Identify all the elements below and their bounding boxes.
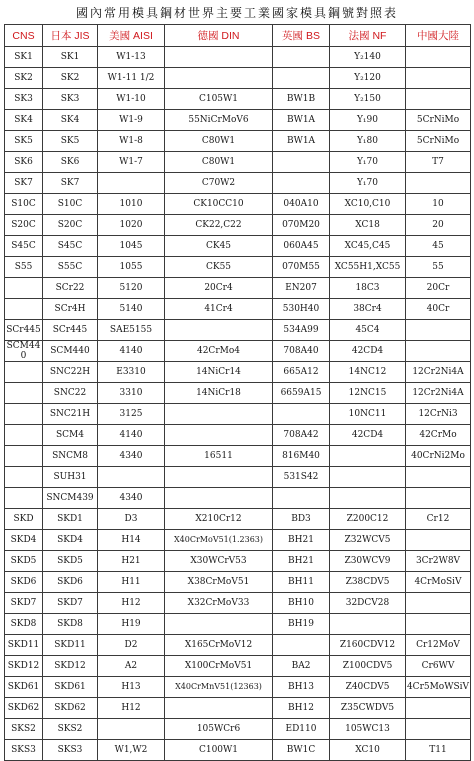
cell-nf: Z30WCV9 [330,551,406,572]
cell-aisi: W1-9 [98,110,165,131]
cell-jis: SCr4H [43,299,98,320]
cell-nf: XC18 [330,215,406,236]
table-row [5,614,471,635]
column-header-bs: 英國 BS [273,25,330,47]
cell-china: 45 [406,236,471,257]
cell-nf: Y₂140 [330,47,406,68]
table-row [5,173,471,194]
cell-jis: SK3 [43,89,98,110]
cell-aisi: H12 [98,593,165,614]
cell-china [406,341,471,362]
cell-din: 55NiCrMoV6 [165,110,273,131]
cell-aisi: E3310 [98,362,165,383]
cell-nf: Z32WCV5 [330,530,406,551]
cell-cns [5,446,43,467]
cell-china: Cr12MoV [406,635,471,656]
table-row [5,467,471,488]
cell-din: C80W1 [165,152,273,173]
cell-din: X210Cr12 [165,509,273,530]
table-row [5,509,471,530]
cell-bs: BH13 [273,677,330,698]
cell-nf: XC45,C45 [330,236,406,257]
table-row [5,404,471,425]
steel-grade-comparison-table [4,24,471,761]
cell-nf: Z200C12 [330,509,406,530]
cell-aisi: 3125 [98,404,165,425]
cell-jis: SNC22 [43,383,98,404]
cell-cns [5,488,43,509]
cell-aisi: W1-11 1/2 [98,68,165,89]
column-header-cns: CNS [5,25,43,47]
cell-cns [5,404,43,425]
cell-china: 5CrNiMo [406,131,471,152]
cell-china: Cr12 [406,509,471,530]
cell-jis: S55C [43,257,98,278]
table-row [5,341,471,362]
cell-jis: SKD62 [43,698,98,719]
cell-china [406,320,471,341]
table-row [5,194,471,215]
cell-jis: SKS2 [43,719,98,740]
cell-nf: Z38CDV5 [330,572,406,593]
cell-bs: EN207 [273,278,330,299]
table-row [5,446,471,467]
cell-din: CK10CC10 [165,194,273,215]
cell-din [165,467,273,488]
cell-nf: 38Cr4 [330,299,406,320]
cell-jis: SKD6 [43,572,98,593]
cell-aisi: H13 [98,677,165,698]
cell-din [165,68,273,89]
cell-din: 42CrMo4 [165,341,273,362]
cell-din [165,425,273,446]
cell-china: Cr6WV [406,656,471,677]
cell-aisi: D3 [98,509,165,530]
cell-nf: XC55H1,XC55 [330,257,406,278]
cell-jis: SNC22H [43,362,98,383]
cell-nf: Y₁70 [330,152,406,173]
cell-nf: 18C3 [330,278,406,299]
cell-din [165,614,273,635]
cell-nf: Y₁80 [330,131,406,152]
cell-bs [273,404,330,425]
cell-cns [5,299,43,320]
cell-aisi: H19 [98,614,165,635]
cell-cns [5,425,43,446]
column-header-china: 中國大陸 [406,25,471,47]
table-row [5,635,471,656]
cell-china: 10 [406,194,471,215]
cell-jis: SK7 [43,173,98,194]
cell-bs [273,173,330,194]
cell-din: X30WCrV53 [165,551,273,572]
cell-nf: Z40CDV5 [330,677,406,698]
cell-din: 14NiCr14 [165,362,273,383]
cell-bs [273,635,330,656]
cell-china [406,614,471,635]
cell-cns: S10C [5,194,43,215]
cell-aisi: 1045 [98,236,165,257]
cell-jis: SK4 [43,110,98,131]
table-row [5,236,471,257]
cell-bs: BD3 [273,509,330,530]
cell-din [165,404,273,425]
cell-china: 42CrMo [406,425,471,446]
column-header-aisi: 美國 AISI [98,25,165,47]
cell-jis: SK1 [43,47,98,68]
cell-nf: 105WC13 [330,719,406,740]
cell-cns [5,383,43,404]
table-row [5,740,471,761]
cell-cns [5,278,43,299]
cell-cns: SCr445 [5,320,43,341]
cell-bs: ED110 [273,719,330,740]
cell-aisi: H11 [98,572,165,593]
cell-din [165,488,273,509]
cell-jis: SKD1 [43,509,98,530]
cell-nf [330,488,406,509]
cell-cns: SKD4 [5,530,43,551]
cell-aisi: 5140 [98,299,165,320]
cell-jis: SNC21H [43,404,98,425]
cell-jis: SKD5 [43,551,98,572]
table-row [5,47,471,68]
cell-din: X100CrMoV51 [165,656,273,677]
table-row [5,488,471,509]
cell-bs: BH10 [273,593,330,614]
cell-china [406,89,471,110]
cell-china: 40Cr [406,299,471,320]
cell-aisi [98,467,165,488]
cell-din: C80W1 [165,131,273,152]
cell-aisi: 1010 [98,194,165,215]
cell-nf [330,614,406,635]
cell-aisi: W1-10 [98,89,165,110]
cell-china: 4CrMoSiV [406,572,471,593]
cell-cns: S45C [5,236,43,257]
cell-china: 40CrNi2Mo [406,446,471,467]
cell-cns: SKD5 [5,551,43,572]
cell-din [165,698,273,719]
cell-bs: BW1B [273,89,330,110]
cell-nf: Y₂150 [330,89,406,110]
cell-cns [5,362,43,383]
table-row [5,362,471,383]
cell-aisi: H21 [98,551,165,572]
cell-aisi: 4140 [98,341,165,362]
cell-china [406,467,471,488]
cell-bs: BW1A [273,131,330,152]
cell-bs: 708A40 [273,341,330,362]
cell-bs: 070M55 [273,257,330,278]
cell-bs: 534A99 [273,320,330,341]
cell-nf: Z100CDV5 [330,656,406,677]
cell-aisi: W1-13 [98,47,165,68]
cell-china: 4Cr5MoWSiV [406,677,471,698]
cell-china: T7 [406,152,471,173]
cell-nf [330,446,406,467]
cell-din: 20Cr4 [165,278,273,299]
cell-cns: SKS2 [5,719,43,740]
cell-china [406,593,471,614]
cell-china [406,530,471,551]
cell-china [406,47,471,68]
cell-china: 20Cr [406,278,471,299]
cell-jis: SKD8 [43,614,98,635]
cell-bs: 070M20 [273,215,330,236]
column-header-jis: 日本 JIS [43,25,98,47]
cell-nf: 12NC15 [330,383,406,404]
cell-jis: SK6 [43,152,98,173]
cell-bs: BA2 [273,656,330,677]
cell-aisi: A2 [98,656,165,677]
cell-cns: SKD11 [5,635,43,656]
cell-aisi [98,719,165,740]
cell-din: 105WCr6 [165,719,273,740]
cell-cns [5,467,43,488]
table-row [5,719,471,740]
cell-cns: SKD6 [5,572,43,593]
table-row [5,110,471,131]
cell-din: 16511 [165,446,273,467]
cell-bs: 530H40 [273,299,330,320]
cell-china [406,719,471,740]
cell-china [406,68,471,89]
cell-jis: S10C [43,194,98,215]
table-row [5,551,471,572]
cell-cns: SKD61 [5,677,43,698]
cell-nf: XC10 [330,740,406,761]
cell-jis: SNCM439 [43,488,98,509]
column-header-din: 德國 DIN [165,25,273,47]
cell-aisi: W1,W2 [98,740,165,761]
table-row [5,656,471,677]
cell-nf: 42CD4 [330,425,406,446]
cell-din: 14NiCr18 [165,383,273,404]
cell-bs: BH11 [273,572,330,593]
cell-jis: S20C [43,215,98,236]
cell-jis: SK2 [43,68,98,89]
table-row [5,152,471,173]
cell-nf: Y₁90 [330,110,406,131]
cell-aisi: H12 [98,698,165,719]
table-row [5,383,471,404]
cell-jis: SKS3 [43,740,98,761]
cell-cns: SCM440 [5,341,43,362]
cell-bs: BH21 [273,530,330,551]
cell-aisi: 1055 [98,257,165,278]
table-row [5,425,471,446]
cell-cns: SKD12 [5,656,43,677]
cell-cns: SK4 [5,110,43,131]
cell-din: X38CrMoV51 [165,572,273,593]
cell-bs [273,47,330,68]
cell-cns: SK3 [5,89,43,110]
cell-aisi: H14 [98,530,165,551]
cell-aisi: 4340 [98,488,165,509]
cell-china: 12Cr2Ni4A [406,362,471,383]
table-row [5,593,471,614]
cell-aisi: W1-7 [98,152,165,173]
cell-bs: 6659A15 [273,383,330,404]
cell-bs [273,152,330,173]
cell-cns: SK1 [5,47,43,68]
cell-aisi: D2 [98,635,165,656]
cell-din: X165CrMoV12 [165,635,273,656]
cell-din: X32CrMoV33 [165,593,273,614]
cell-nf: 45C4 [330,320,406,341]
table-row [5,68,471,89]
cell-bs: BH21 [273,551,330,572]
cell-jis: SCr445 [43,320,98,341]
cell-bs [273,68,330,89]
cell-bs: 060A45 [273,236,330,257]
cell-china [406,698,471,719]
cell-china: 55 [406,257,471,278]
cell-nf: Z35CWDV5 [330,698,406,719]
cell-din [165,320,273,341]
cell-cns: SKD7 [5,593,43,614]
cell-cns: SK5 [5,131,43,152]
cell-china [406,173,471,194]
table-row [5,320,471,341]
cell-jis: SK5 [43,131,98,152]
cell-bs: 708A42 [273,425,330,446]
cell-din [165,47,273,68]
cell-din: CK22,C22 [165,215,273,236]
cell-nf [330,467,406,488]
cell-bs: 531S42 [273,467,330,488]
cell-nf: 32DCV28 [330,593,406,614]
cell-jis: SNCM8 [43,446,98,467]
cell-china [406,488,471,509]
cell-jis: S45C [43,236,98,257]
cell-jis: SKD7 [43,593,98,614]
cell-cns: SK6 [5,152,43,173]
cell-bs [273,488,330,509]
cell-bs: 665A12 [273,362,330,383]
table-row [5,278,471,299]
table-row [5,257,471,278]
cell-jis: SKD61 [43,677,98,698]
cell-jis: SUH31 [43,467,98,488]
cell-china: 12Cr2Ni4A [406,383,471,404]
cell-aisi: W1-8 [98,131,165,152]
cell-jis: SCM440 [43,341,98,362]
cell-china: 5CrNiMo [406,110,471,131]
cell-cns: S20C [5,215,43,236]
cell-cns: SKD8 [5,614,43,635]
cell-bs: BW1C [273,740,330,761]
cell-din: C100W1 [165,740,273,761]
cell-bs: 816M40 [273,446,330,467]
cell-din: 41Cr4 [165,299,273,320]
cell-din: C70W2 [165,173,273,194]
cell-china: 12CrNi3 [406,404,471,425]
cell-china: T11 [406,740,471,761]
cell-aisi: SAE5155 [98,320,165,341]
cell-din: CK45 [165,236,273,257]
cell-china: 20 [406,215,471,236]
table-row [5,698,471,719]
cell-aisi: 4140 [98,425,165,446]
cell-nf: Z160CDV12 [330,635,406,656]
table-body [5,47,471,761]
table-row [5,677,471,698]
page-title: 國內常用模具鋼材世界主要工業國家模具鋼號對照表 [75,6,398,20]
cell-aisi: 4340 [98,446,165,467]
cell-din: C105W1 [165,89,273,110]
cell-bs: BH19 [273,614,330,635]
cell-din: X40CrMnV51(12363) [165,677,273,698]
table-row [5,215,471,236]
cell-nf: 10NC11 [330,404,406,425]
cell-din: CK55 [165,257,273,278]
cell-bs: BH12 [273,698,330,719]
table-row [5,89,471,110]
cell-china: 3Cr2W8V [406,551,471,572]
column-header-nf: 法國 NF [330,25,406,47]
cell-cns: SK2 [5,68,43,89]
cell-jis: SKD12 [43,656,98,677]
cell-cns: SKS3 [5,740,43,761]
cell-nf: 42CD4 [330,341,406,362]
table-header [5,25,471,47]
cell-aisi [98,173,165,194]
cell-nf: XC10,C10 [330,194,406,215]
cell-bs: 040A10 [273,194,330,215]
cell-nf: Y₁70 [330,173,406,194]
cell-cns: SK7 [5,173,43,194]
cell-cns: SKD [5,509,43,530]
cell-aisi: 1020 [98,215,165,236]
cell-jis: SKD11 [43,635,98,656]
cell-jis: SCM4 [43,425,98,446]
cell-jis: SCr22 [43,278,98,299]
cell-cns: S55 [5,257,43,278]
table-row [5,299,471,320]
cell-aisi: 5120 [98,278,165,299]
cell-cns: SKD62 [5,698,43,719]
cell-bs: BW1A [273,110,330,131]
table-row [5,131,471,152]
cell-jis: SKD4 [43,530,98,551]
cell-nf: 14NC12 [330,362,406,383]
cell-din: X40CrMoV51(1.2363) [165,530,273,551]
table-row [5,530,471,551]
cell-aisi: 3310 [98,383,165,404]
table-row [5,572,471,593]
cell-nf: Y₂120 [330,68,406,89]
header-row [5,25,471,47]
